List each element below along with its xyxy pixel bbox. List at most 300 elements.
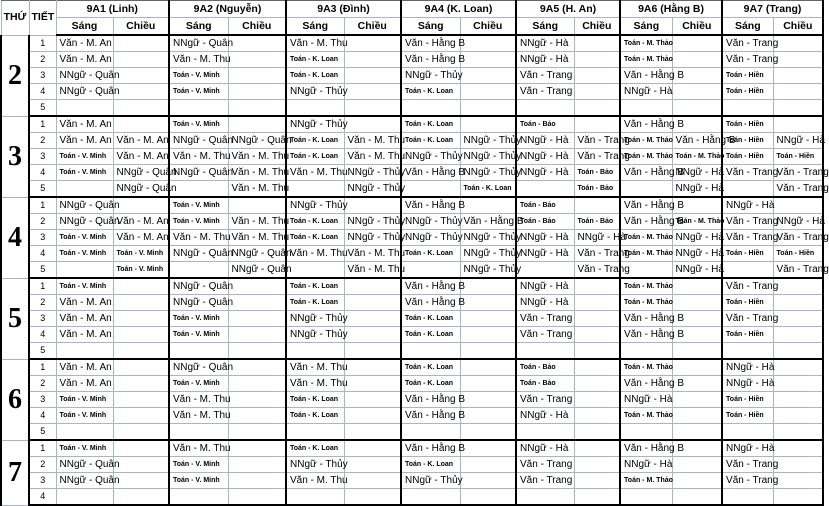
lesson-cell[interactable]: Văn - M. An: [56, 35, 113, 52]
lesson-cell[interactable]: [169, 262, 228, 279]
lesson-cell[interactable]: [773, 100, 823, 117]
lesson-cell[interactable]: NNgữ - Hà: [620, 392, 672, 408]
lesson-cell[interactable]: [672, 489, 722, 506]
lesson-cell[interactable]: NNgữ - Quân: [228, 133, 286, 149]
lesson-cell[interactable]: NNgữ - Quân: [56, 473, 113, 489]
lesson-cell[interactable]: NNgữ - Hà: [516, 52, 574, 68]
lesson-cell[interactable]: NNgữ - Quân: [228, 246, 286, 262]
lesson-cell[interactable]: NNgữ - Thủy: [460, 230, 516, 246]
lesson-cell[interactable]: [228, 408, 286, 424]
lesson-cell[interactable]: [286, 262, 344, 279]
lesson-cell[interactable]: [773, 440, 823, 457]
lesson-cell[interactable]: [228, 52, 286, 68]
lesson-cell[interactable]: NNgữ - Quân: [56, 197, 113, 214]
lesson-cell[interactable]: [169, 181, 228, 198]
lesson-cell[interactable]: [620, 489, 672, 506]
lesson-cell[interactable]: [722, 343, 773, 360]
lesson-cell[interactable]: Văn - Trang: [516, 84, 574, 100]
lesson-cell[interactable]: Toán - Hiền: [773, 149, 823, 165]
lesson-cell[interactable]: [620, 181, 672, 198]
lesson-cell[interactable]: [228, 311, 286, 327]
lesson-cell[interactable]: Văn - M. Thu: [344, 262, 401, 279]
lesson-cell[interactable]: [228, 278, 286, 295]
lesson-cell[interactable]: Văn - Hằng B: [620, 214, 672, 230]
lesson-cell[interactable]: Toán - V. Minh: [169, 68, 228, 84]
lesson-cell[interactable]: Văn - Hằng B: [620, 327, 672, 343]
lesson-cell[interactable]: [228, 35, 286, 52]
lesson-cell[interactable]: Văn - M. Thu: [344, 133, 401, 149]
lesson-cell[interactable]: [169, 489, 228, 506]
lesson-cell[interactable]: [113, 197, 169, 214]
lesson-cell[interactable]: Toán - K. Loan: [286, 52, 344, 68]
lesson-cell[interactable]: [344, 327, 401, 343]
lesson-cell[interactable]: Văn - Trang: [722, 278, 773, 295]
lesson-cell[interactable]: [773, 392, 823, 408]
lesson-cell[interactable]: Toán - Bảo: [516, 214, 574, 230]
lesson-cell[interactable]: Văn - M. An: [113, 230, 169, 246]
lesson-cell[interactable]: Văn - Trang: [773, 262, 823, 279]
lesson-cell[interactable]: Văn - M. Thu: [344, 149, 401, 165]
lesson-cell[interactable]: [620, 424, 672, 441]
lesson-cell[interactable]: Văn - M. Thu: [228, 214, 286, 230]
lesson-cell[interactable]: [773, 52, 823, 68]
lesson-cell[interactable]: NNgữ - Hà: [516, 278, 574, 295]
lesson-cell[interactable]: Toán - Bảo: [574, 214, 620, 230]
lesson-cell[interactable]: Toán - V. Minh: [56, 149, 113, 165]
lesson-cell[interactable]: NNgữ - Hà: [672, 181, 722, 198]
lesson-cell[interactable]: Toán - M. Thảo: [620, 52, 672, 68]
lesson-cell[interactable]: [286, 489, 344, 506]
lesson-cell[interactable]: Văn - Trang: [773, 230, 823, 246]
lesson-cell[interactable]: Toán - M. Thảo: [620, 230, 672, 246]
lesson-cell[interactable]: NNgữ - Hà: [516, 246, 574, 262]
lesson-cell[interactable]: [113, 35, 169, 52]
lesson-cell[interactable]: Toán - V. Minh: [113, 246, 169, 262]
lesson-cell[interactable]: [113, 52, 169, 68]
lesson-cell[interactable]: [113, 116, 169, 133]
lesson-cell[interactable]: [228, 100, 286, 117]
lesson-cell[interactable]: [460, 295, 516, 311]
lesson-cell[interactable]: Văn - Trang: [773, 165, 823, 181]
lesson-cell[interactable]: [344, 197, 401, 214]
lesson-cell[interactable]: Toán - Bảo: [516, 197, 574, 214]
lesson-cell[interactable]: [773, 424, 823, 441]
lesson-cell[interactable]: [460, 343, 516, 360]
lesson-cell[interactable]: Văn - M. Thu: [286, 359, 344, 376]
lesson-cell[interactable]: NNgữ - Quân: [169, 35, 228, 52]
lesson-cell[interactable]: NNgữ - Hà: [516, 165, 574, 181]
lesson-cell[interactable]: NNgữ - Hà: [620, 84, 672, 100]
lesson-cell[interactable]: NNgữ - Hà: [516, 149, 574, 165]
lesson-cell[interactable]: [516, 100, 574, 117]
lesson-cell[interactable]: Văn - Trang: [574, 149, 620, 165]
lesson-cell[interactable]: [344, 392, 401, 408]
lesson-cell[interactable]: [672, 278, 722, 295]
lesson-cell[interactable]: [286, 100, 344, 117]
lesson-cell[interactable]: Toán - Bảo: [516, 376, 574, 392]
lesson-cell[interactable]: [113, 84, 169, 100]
lesson-cell[interactable]: [113, 473, 169, 489]
lesson-cell[interactable]: Toán - M. Thảo: [620, 149, 672, 165]
lesson-cell[interactable]: [113, 392, 169, 408]
lesson-cell[interactable]: Văn - M. Thu: [286, 165, 344, 181]
lesson-cell[interactable]: [401, 181, 460, 198]
lesson-cell[interactable]: [401, 424, 460, 441]
lesson-cell[interactable]: [344, 35, 401, 52]
lesson-cell[interactable]: Văn - Hằng B: [401, 392, 460, 408]
lesson-cell[interactable]: [672, 457, 722, 473]
lesson-cell[interactable]: Toán - K. Loan: [286, 278, 344, 295]
lesson-cell[interactable]: Văn - M. Thu: [169, 440, 228, 457]
lesson-cell[interactable]: Toán - Bảo: [516, 116, 574, 133]
lesson-cell[interactable]: Toán - K. Loan: [286, 392, 344, 408]
lesson-cell[interactable]: NNgữ - Thủy: [401, 214, 460, 230]
lesson-cell[interactable]: NNgữ - Quân: [169, 295, 228, 311]
lesson-cell[interactable]: NNgữ - Quân: [56, 68, 113, 84]
lesson-cell[interactable]: [672, 473, 722, 489]
lesson-cell[interactable]: NNgữ - Hà: [516, 408, 574, 424]
lesson-cell[interactable]: [56, 262, 113, 279]
lesson-cell[interactable]: Toán - K. Loan: [286, 230, 344, 246]
lesson-cell[interactable]: Văn - M. Thu: [169, 149, 228, 165]
lesson-cell[interactable]: Toán - K. Loan: [286, 149, 344, 165]
lesson-cell[interactable]: [516, 343, 574, 360]
lesson-cell[interactable]: Văn - Trang: [722, 457, 773, 473]
lesson-cell[interactable]: Văn - Trang: [574, 262, 620, 279]
lesson-cell[interactable]: Toán - K. Loan: [401, 311, 460, 327]
lesson-cell[interactable]: Toán - V. Minh: [56, 246, 113, 262]
lesson-cell[interactable]: [773, 327, 823, 343]
lesson-cell[interactable]: Văn - Hằng B: [401, 408, 460, 424]
lesson-cell[interactable]: [344, 52, 401, 68]
lesson-cell[interactable]: Văn - M. Thu: [344, 246, 401, 262]
lesson-cell[interactable]: NNgữ - Thủy: [344, 214, 401, 230]
lesson-cell[interactable]: [344, 489, 401, 506]
lesson-cell[interactable]: Văn - M. An: [56, 116, 113, 133]
lesson-cell[interactable]: Văn - Trang: [722, 311, 773, 327]
lesson-cell[interactable]: Toán - M. Thảo: [620, 473, 672, 489]
lesson-cell[interactable]: NNgữ - Hà: [672, 230, 722, 246]
lesson-cell[interactable]: [773, 68, 823, 84]
lesson-cell[interactable]: Văn - M. An: [56, 376, 113, 392]
lesson-cell[interactable]: [460, 68, 516, 84]
lesson-cell[interactable]: [344, 343, 401, 360]
lesson-cell[interactable]: [344, 68, 401, 84]
lesson-cell[interactable]: Văn - Hằng B: [620, 68, 672, 84]
lesson-cell[interactable]: [574, 327, 620, 343]
lesson-cell[interactable]: Toán - V. Minh: [169, 473, 228, 489]
lesson-cell[interactable]: Văn - Hằng B: [460, 214, 516, 230]
lesson-cell[interactable]: NNgữ - Hà: [516, 440, 574, 457]
lesson-cell[interactable]: [344, 457, 401, 473]
lesson-cell[interactable]: NNgữ - Quân: [56, 214, 113, 230]
lesson-cell[interactable]: [773, 489, 823, 506]
lesson-cell[interactable]: Văn - Hằng B: [672, 133, 722, 149]
lesson-cell[interactable]: [773, 295, 823, 311]
lesson-cell[interactable]: [344, 84, 401, 100]
lesson-cell[interactable]: Toán - M. Thảo: [620, 408, 672, 424]
lesson-cell[interactable]: [113, 457, 169, 473]
lesson-cell[interactable]: [460, 408, 516, 424]
lesson-cell[interactable]: Văn - Hằng B: [401, 278, 460, 295]
lesson-cell[interactable]: Toán - K. Loan: [401, 327, 460, 343]
lesson-cell[interactable]: Văn - M. Thu: [169, 230, 228, 246]
lesson-cell[interactable]: Văn - Hằng B: [401, 197, 460, 214]
lesson-cell[interactable]: [113, 327, 169, 343]
lesson-cell[interactable]: [574, 295, 620, 311]
lesson-cell[interactable]: [574, 52, 620, 68]
lesson-cell[interactable]: NNgữ - Thủy: [344, 230, 401, 246]
lesson-cell[interactable]: NNgữ - Hà: [722, 197, 773, 214]
lesson-cell[interactable]: [722, 100, 773, 117]
lesson-cell[interactable]: [516, 424, 574, 441]
lesson-cell[interactable]: Văn - M. An: [56, 327, 113, 343]
lesson-cell[interactable]: Văn - Hằng B: [620, 376, 672, 392]
lesson-cell[interactable]: [574, 376, 620, 392]
lesson-cell[interactable]: [344, 408, 401, 424]
lesson-cell[interactable]: Văn - M. Thu: [286, 473, 344, 489]
lesson-cell[interactable]: NNgữ - Thủy: [286, 457, 344, 473]
lesson-cell[interactable]: Văn - Trang: [516, 327, 574, 343]
lesson-cell[interactable]: [401, 343, 460, 360]
lesson-cell[interactable]: [228, 116, 286, 133]
lesson-cell[interactable]: [228, 359, 286, 376]
lesson-cell[interactable]: [672, 84, 722, 100]
lesson-cell[interactable]: [228, 392, 286, 408]
lesson-cell[interactable]: Toán - K. Loan: [401, 84, 460, 100]
lesson-cell[interactable]: NNgữ - Thủy: [401, 149, 460, 165]
lesson-cell[interactable]: NNgữ - Hà: [516, 295, 574, 311]
lesson-cell[interactable]: NNgữ - Quân: [113, 181, 169, 198]
lesson-cell[interactable]: [773, 311, 823, 327]
lesson-cell[interactable]: NNgữ - Quân: [56, 457, 113, 473]
lesson-cell[interactable]: [516, 262, 574, 279]
lesson-cell[interactable]: [344, 440, 401, 457]
lesson-cell[interactable]: Toán - K. Loan: [286, 408, 344, 424]
lesson-cell[interactable]: Toán - K. Loan: [401, 376, 460, 392]
lesson-cell[interactable]: Toán - V. Minh: [169, 376, 228, 392]
lesson-cell[interactable]: [401, 100, 460, 117]
lesson-cell[interactable]: [672, 424, 722, 441]
lesson-cell[interactable]: [113, 343, 169, 360]
lesson-cell[interactable]: Toán - M. Thảo: [620, 359, 672, 376]
lesson-cell[interactable]: [773, 359, 823, 376]
lesson-cell[interactable]: [56, 489, 113, 506]
lesson-cell[interactable]: NNgữ - Hà: [722, 359, 773, 376]
lesson-cell[interactable]: Văn - Trang: [773, 181, 823, 198]
lesson-cell[interactable]: Văn - M. Thu: [286, 35, 344, 52]
lesson-cell[interactable]: [574, 68, 620, 84]
lesson-cell[interactable]: [672, 52, 722, 68]
lesson-cell[interactable]: Toán - V. Minh: [56, 440, 113, 457]
lesson-cell[interactable]: Văn - Trang: [516, 457, 574, 473]
lesson-cell[interactable]: [722, 424, 773, 441]
lesson-cell[interactable]: Văn - Hằng B: [620, 116, 672, 133]
lesson-cell[interactable]: [113, 295, 169, 311]
lesson-cell[interactable]: [228, 197, 286, 214]
lesson-cell[interactable]: [460, 489, 516, 506]
lesson-cell[interactable]: [228, 343, 286, 360]
lesson-cell[interactable]: NNgữ - Quân: [169, 359, 228, 376]
lesson-cell[interactable]: [574, 197, 620, 214]
lesson-cell[interactable]: [228, 457, 286, 473]
lesson-cell[interactable]: [620, 343, 672, 360]
lesson-cell[interactable]: NNgữ - Hà: [574, 230, 620, 246]
lesson-cell[interactable]: NNgữ - Hà: [722, 440, 773, 457]
lesson-cell[interactable]: Văn - Hằng B: [401, 165, 460, 181]
lesson-cell[interactable]: [722, 489, 773, 506]
lesson-cell[interactable]: [773, 408, 823, 424]
lesson-cell[interactable]: Văn - Trang: [722, 52, 773, 68]
lesson-cell[interactable]: Văn - M. Thu: [286, 246, 344, 262]
lesson-cell[interactable]: [344, 424, 401, 441]
lesson-cell[interactable]: NNgữ - Thủy: [460, 149, 516, 165]
lesson-cell[interactable]: NNgữ - Thủy: [286, 327, 344, 343]
lesson-cell[interactable]: [460, 116, 516, 133]
lesson-cell[interactable]: [574, 473, 620, 489]
lesson-cell[interactable]: Văn - M. Thu: [169, 52, 228, 68]
lesson-cell[interactable]: [344, 116, 401, 133]
lesson-cell[interactable]: [228, 327, 286, 343]
lesson-cell[interactable]: Toán - V. Minh: [56, 408, 113, 424]
lesson-cell[interactable]: Văn - M. Thu: [228, 165, 286, 181]
lesson-cell[interactable]: NNgữ - Thủy: [401, 473, 460, 489]
lesson-cell[interactable]: Văn - M. An: [56, 52, 113, 68]
lesson-cell[interactable]: [344, 376, 401, 392]
lesson-cell[interactable]: [286, 424, 344, 441]
lesson-cell[interactable]: Văn - M. Thu: [228, 181, 286, 198]
lesson-cell[interactable]: [574, 84, 620, 100]
lesson-cell[interactable]: [620, 100, 672, 117]
lesson-cell[interactable]: Toán - K. Loan: [401, 457, 460, 473]
lesson-cell[interactable]: Toán - K. Loan: [401, 133, 460, 149]
lesson-cell[interactable]: Toán - V. Minh: [169, 457, 228, 473]
lesson-cell[interactable]: [169, 100, 228, 117]
lesson-cell[interactable]: [286, 181, 344, 198]
lesson-cell[interactable]: Toán - M. Thảo: [620, 278, 672, 295]
lesson-cell[interactable]: Văn - M. An: [113, 133, 169, 149]
lesson-cell[interactable]: [672, 35, 722, 52]
lesson-cell[interactable]: Toán - Hiền: [722, 246, 773, 262]
lesson-cell[interactable]: NNgữ - Thủy: [460, 262, 516, 279]
lesson-cell[interactable]: [460, 376, 516, 392]
lesson-cell[interactable]: [516, 181, 574, 198]
lesson-cell[interactable]: NNgữ - Thủy: [286, 311, 344, 327]
lesson-cell[interactable]: [574, 392, 620, 408]
lesson-cell[interactable]: [574, 100, 620, 117]
lesson-cell[interactable]: [344, 295, 401, 311]
lesson-cell[interactable]: Văn - Trang: [722, 230, 773, 246]
lesson-cell[interactable]: [460, 359, 516, 376]
lesson-cell[interactable]: [672, 343, 722, 360]
lesson-cell[interactable]: Văn - Trang: [516, 68, 574, 84]
lesson-cell[interactable]: Toán - K. Loan: [460, 181, 516, 198]
lesson-cell[interactable]: Toán - K. Loan: [286, 214, 344, 230]
lesson-cell[interactable]: Văn - M. Thu: [286, 376, 344, 392]
lesson-cell[interactable]: [672, 100, 722, 117]
lesson-cell[interactable]: [773, 35, 823, 52]
lesson-cell[interactable]: Toán - Hiền: [722, 84, 773, 100]
lesson-cell[interactable]: NNgữ - Hà: [672, 262, 722, 279]
lesson-cell[interactable]: Toán - V. Minh: [169, 214, 228, 230]
lesson-cell[interactable]: Văn - Trang: [722, 473, 773, 489]
lesson-cell[interactable]: Toán - Hiền: [773, 246, 823, 262]
lesson-cell[interactable]: [722, 262, 773, 279]
lesson-cell[interactable]: [460, 440, 516, 457]
lesson-cell[interactable]: [113, 489, 169, 506]
lesson-cell[interactable]: Toán - Hiền: [722, 408, 773, 424]
lesson-cell[interactable]: NNgữ - Thủy: [460, 165, 516, 181]
lesson-cell[interactable]: [574, 489, 620, 506]
lesson-cell[interactable]: NNgữ - Thủy: [401, 68, 460, 84]
lesson-cell[interactable]: [344, 100, 401, 117]
lesson-cell[interactable]: [574, 278, 620, 295]
lesson-cell[interactable]: Toán - V. Minh: [56, 230, 113, 246]
lesson-cell[interactable]: NNgữ - Quân: [113, 165, 169, 181]
lesson-cell[interactable]: [773, 376, 823, 392]
lesson-cell[interactable]: NNgữ - Thủy: [286, 84, 344, 100]
lesson-cell[interactable]: [460, 311, 516, 327]
lesson-cell[interactable]: Toán - Bảo: [574, 181, 620, 198]
lesson-cell[interactable]: Văn - Hằng B: [620, 165, 672, 181]
lesson-cell[interactable]: NNgữ - Hà: [773, 214, 823, 230]
lesson-cell[interactable]: Văn - M. Thu: [169, 392, 228, 408]
lesson-cell[interactable]: [344, 311, 401, 327]
lesson-cell[interactable]: [228, 68, 286, 84]
lesson-cell[interactable]: NNgữ - Hà: [620, 457, 672, 473]
lesson-cell[interactable]: [574, 35, 620, 52]
lesson-cell[interactable]: [672, 295, 722, 311]
lesson-cell[interactable]: NNgữ - Quân: [169, 246, 228, 262]
lesson-cell[interactable]: NNgữ - Thủy: [286, 116, 344, 133]
lesson-cell[interactable]: [574, 440, 620, 457]
lesson-cell[interactable]: Văn - M. Thu: [169, 408, 228, 424]
lesson-cell[interactable]: Toán - M. Thảo: [620, 133, 672, 149]
lesson-cell[interactable]: Toán - V. Minh: [56, 392, 113, 408]
lesson-cell[interactable]: Toán - K. Loan: [401, 359, 460, 376]
lesson-cell[interactable]: [169, 343, 228, 360]
lesson-cell[interactable]: Toán - M. Thảo: [620, 295, 672, 311]
lesson-cell[interactable]: Văn - Trang: [574, 133, 620, 149]
lesson-cell[interactable]: Toán - Bảo: [574, 165, 620, 181]
lesson-cell[interactable]: [773, 116, 823, 133]
lesson-cell[interactable]: Văn - M. Thu: [228, 230, 286, 246]
lesson-cell[interactable]: [672, 408, 722, 424]
lesson-cell[interactable]: [228, 424, 286, 441]
lesson-cell[interactable]: Văn - Trang: [516, 311, 574, 327]
lesson-cell[interactable]: Toán - K. Loan: [286, 295, 344, 311]
lesson-cell[interactable]: [401, 262, 460, 279]
lesson-cell[interactable]: [228, 376, 286, 392]
lesson-cell[interactable]: [460, 392, 516, 408]
lesson-cell[interactable]: Toán - V. Minh: [56, 278, 113, 295]
lesson-cell[interactable]: [228, 295, 286, 311]
lesson-cell[interactable]: Toán - M. Thảo: [620, 246, 672, 262]
lesson-cell[interactable]: Toán - V. Minh: [169, 311, 228, 327]
lesson-cell[interactable]: Văn - M. An: [56, 311, 113, 327]
lesson-cell[interactable]: Toán - V. Minh: [169, 327, 228, 343]
lesson-cell[interactable]: [113, 440, 169, 457]
lesson-cell[interactable]: Văn - Trang: [574, 246, 620, 262]
lesson-cell[interactable]: Toán - Hiền: [722, 149, 773, 165]
lesson-cell[interactable]: Toán - V. Minh: [56, 165, 113, 181]
lesson-cell[interactable]: Văn - M. An: [113, 149, 169, 165]
lesson-cell[interactable]: Văn - M. An: [56, 133, 113, 149]
lesson-cell[interactable]: [113, 311, 169, 327]
lesson-cell[interactable]: Văn - Trang: [722, 214, 773, 230]
lesson-cell[interactable]: [228, 84, 286, 100]
lesson-cell[interactable]: [672, 392, 722, 408]
